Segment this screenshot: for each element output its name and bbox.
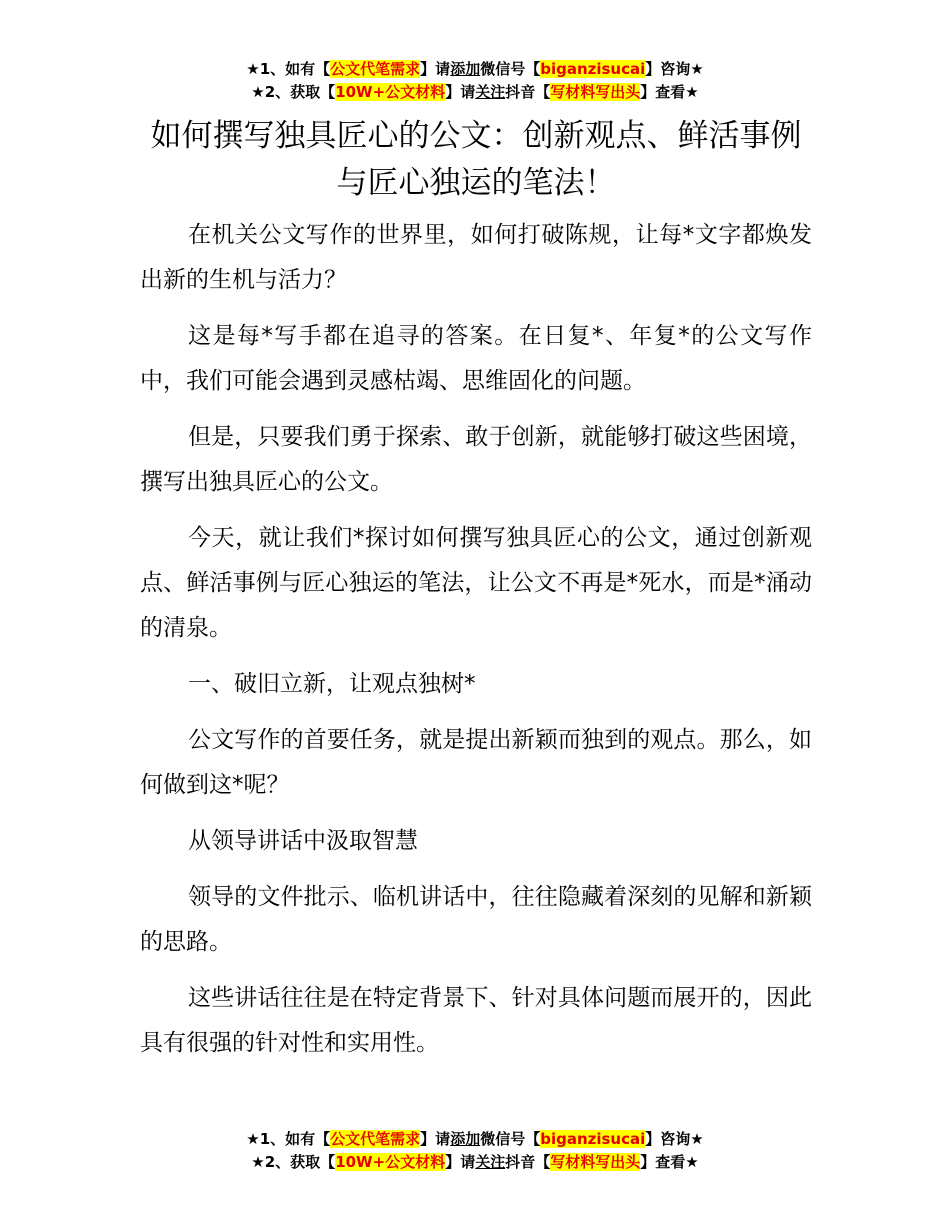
banner-highlight: 写材料写出头 bbox=[550, 83, 641, 101]
banner-line-2 bbox=[0, 1151, 950, 1174]
banner-highlight: 写材料写出头 bbox=[550, 1153, 641, 1171]
banner-text: ★2、获取【 bbox=[251, 1153, 336, 1171]
footer-banner bbox=[0, 1128, 950, 1174]
banner-text: 】查看★ bbox=[640, 1153, 699, 1171]
paragraph: 公文写作的首要任务，就是提出新颖而独到的观点。那么，如何做到这*呢？ bbox=[140, 727, 812, 798]
banner-text: 】请 bbox=[445, 83, 476, 101]
paragraph: 但是，只要我们勇于探索、敢于创新，就能够打破这些困境，撰写出独具匠心的公文。 bbox=[140, 424, 812, 495]
paragraph: 领导的文件批示、临机讲话中，往往隐藏着深刻的见解和新颖的思路。 bbox=[140, 884, 812, 955]
banner-text: 抖音【 bbox=[505, 1153, 551, 1171]
banner-text: 】咨询★ bbox=[645, 1130, 704, 1148]
banner-text: 微信号【 bbox=[480, 1130, 541, 1148]
paragraph: 这是每*写手都在追寻的答案。在日复*、年复*的公文写作中，我们可能会遇到灵感枯竭、思维固化的问题。 bbox=[140, 323, 812, 394]
banner-line-1 bbox=[0, 1128, 950, 1151]
banner-highlight: biganzisucai bbox=[540, 60, 646, 78]
banner-highlight: 公文代笔需求 bbox=[330, 1130, 421, 1148]
banner-text: 】查看★ bbox=[640, 83, 699, 101]
banner-underline: 添加 bbox=[450, 60, 481, 78]
banner-underline: 关注 bbox=[475, 83, 506, 101]
banner-line-1 bbox=[0, 58, 950, 81]
document-body bbox=[140, 213, 812, 1077]
banner-text: ★1、如有【 bbox=[246, 1130, 331, 1148]
banner-line-2 bbox=[0, 81, 950, 104]
banner-text: 】请 bbox=[420, 1130, 451, 1148]
banner-text: 抖音【 bbox=[505, 83, 551, 101]
banner-text: ★1、如有【 bbox=[246, 60, 331, 78]
paragraph: 在机关公文写作的世界里，如何打破陈规，让每*文字都焕发出新的生机与活力？ bbox=[140, 222, 812, 293]
banner-highlight: 公文代笔需求 bbox=[330, 60, 421, 78]
banner-text: 微信号【 bbox=[480, 60, 541, 78]
section-heading: 一、破旧立新，让观点独树* bbox=[188, 671, 476, 697]
subheading: 从领导讲话中汲取智慧 bbox=[188, 828, 418, 854]
banner-text: ★2、获取【 bbox=[251, 83, 336, 101]
banner-highlight: 10W+公文材料 bbox=[335, 1153, 446, 1171]
document-title: 如何撰写独具匠心的公文：创新观点、鲜活事例与匠心独运的笔法！ bbox=[150, 118, 802, 201]
banner-text: 】请 bbox=[420, 60, 451, 78]
banner-highlight: 10W+公文材料 bbox=[335, 83, 446, 101]
header-banner bbox=[0, 58, 950, 104]
banner-underline: 关注 bbox=[475, 1153, 506, 1171]
paragraph: 今天，就让我们*探讨如何撰写独具匠心的公文，通过创新观点、鲜活事例与匠心独运的笔法，让公文不再是*死水，而是*涌动的清泉。 bbox=[140, 525, 812, 641]
banner-text: 】咨询★ bbox=[645, 60, 704, 78]
banner-text: 】请 bbox=[445, 1153, 476, 1171]
banner-underline: 添加 bbox=[450, 1130, 481, 1148]
paragraph: 这些讲话往往是在特定背景下、针对具体问题而展开的，因此具有很强的针对性和实用性。 bbox=[140, 985, 812, 1056]
banner-highlight: biganzisucai bbox=[540, 1130, 646, 1148]
